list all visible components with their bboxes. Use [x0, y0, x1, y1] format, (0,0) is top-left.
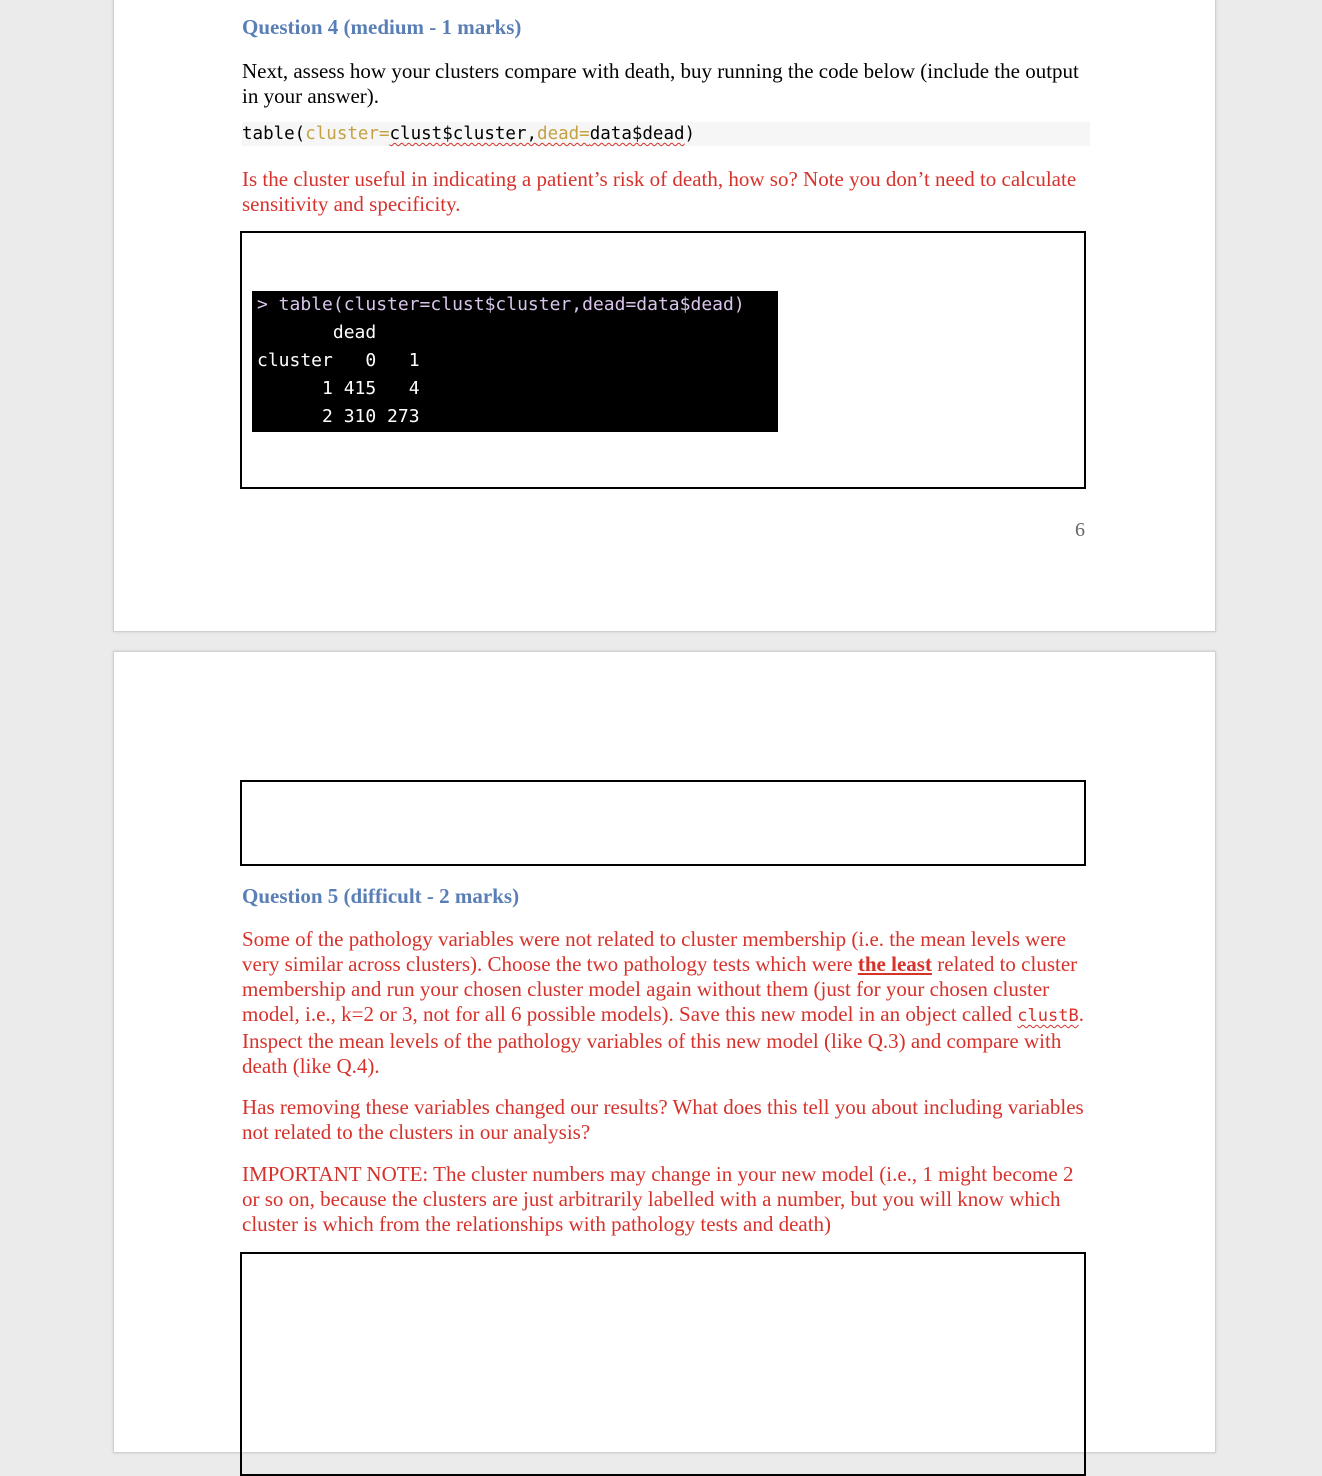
console-line: dead: [257, 322, 377, 343]
console-line: cluster 0 1: [257, 350, 420, 371]
question-5-instructions: [242, 927, 1092, 1079]
question-5-prompt: Has removing these variables changed our results? What does this tell you about including variables not related to the clusters in our analysis?: [242, 1095, 1084, 1144]
code-fn: table(: [242, 124, 306, 144]
code-close: ): [684, 124, 696, 144]
emphasis-the-least: the least: [857, 952, 932, 976]
code-val1: clust$cluster,: [389, 124, 538, 144]
answer-box-continued[interactable]: [240, 780, 1086, 866]
question-5-heading: Question 5 (difficult - 2 marks): [242, 884, 520, 908]
r-console-output: [252, 291, 778, 432]
document-page-7: [113, 651, 1216, 1453]
question-4-heading: Question 4 (medium - 1 marks): [242, 15, 522, 39]
page-number: 6: [1075, 519, 1085, 541]
question-4-intro: Next, assess how your clusters compare with death, buy running the code below (include the output in your answer).: [242, 59, 1079, 108]
text: . Inspect the mean levels of the pathology variables of this new model (like Q.3) and compare with death (like Q.4).: [242, 1002, 1084, 1078]
text: related to cluster membership and run your chosen cluster model again without them (just for your chosen cluster model, i.e., k=2 or 3, not for all 6 possible models). Save this new model in an object called: [242, 952, 1078, 1026]
question-4-prompt: Is the cluster useful in indicating a patient’s risk of death, how so? Note you don’t need to calculate sensitivity and specificity.: [242, 167, 1077, 216]
code-val2: data$dead: [589, 124, 685, 144]
console-line: 1 415 4: [257, 378, 420, 399]
answer-box-q5[interactable]: [240, 1252, 1086, 1476]
console-line: 2 310 273: [257, 406, 420, 427]
code-arg1: cluster=: [305, 124, 390, 144]
question-5-note: IMPORTANT NOTE: The cluster numbers may change in your new model (i.e., 1 might become 2 or so on, because the clusters are just arbitrarily labelled with a number, but you will know which cluster is which from the relationships with pathology tests and death): [242, 1162, 1074, 1236]
console-command: > table(cluster=clust$cluster,dead=data$dead): [257, 294, 745, 315]
code-arg2: dead=: [537, 124, 590, 144]
code-clustB: clustB: [1017, 1006, 1079, 1026]
document-page-6: [113, 0, 1216, 632]
text: Some of the pathology variables were not related to cluster membership (i.e. the mean levels were very similar across clusters). Choose the two pathology tests which were: [242, 927, 1066, 976]
code-snippet: [242, 122, 1090, 146]
answer-box-q4[interactable]: [240, 231, 1086, 489]
